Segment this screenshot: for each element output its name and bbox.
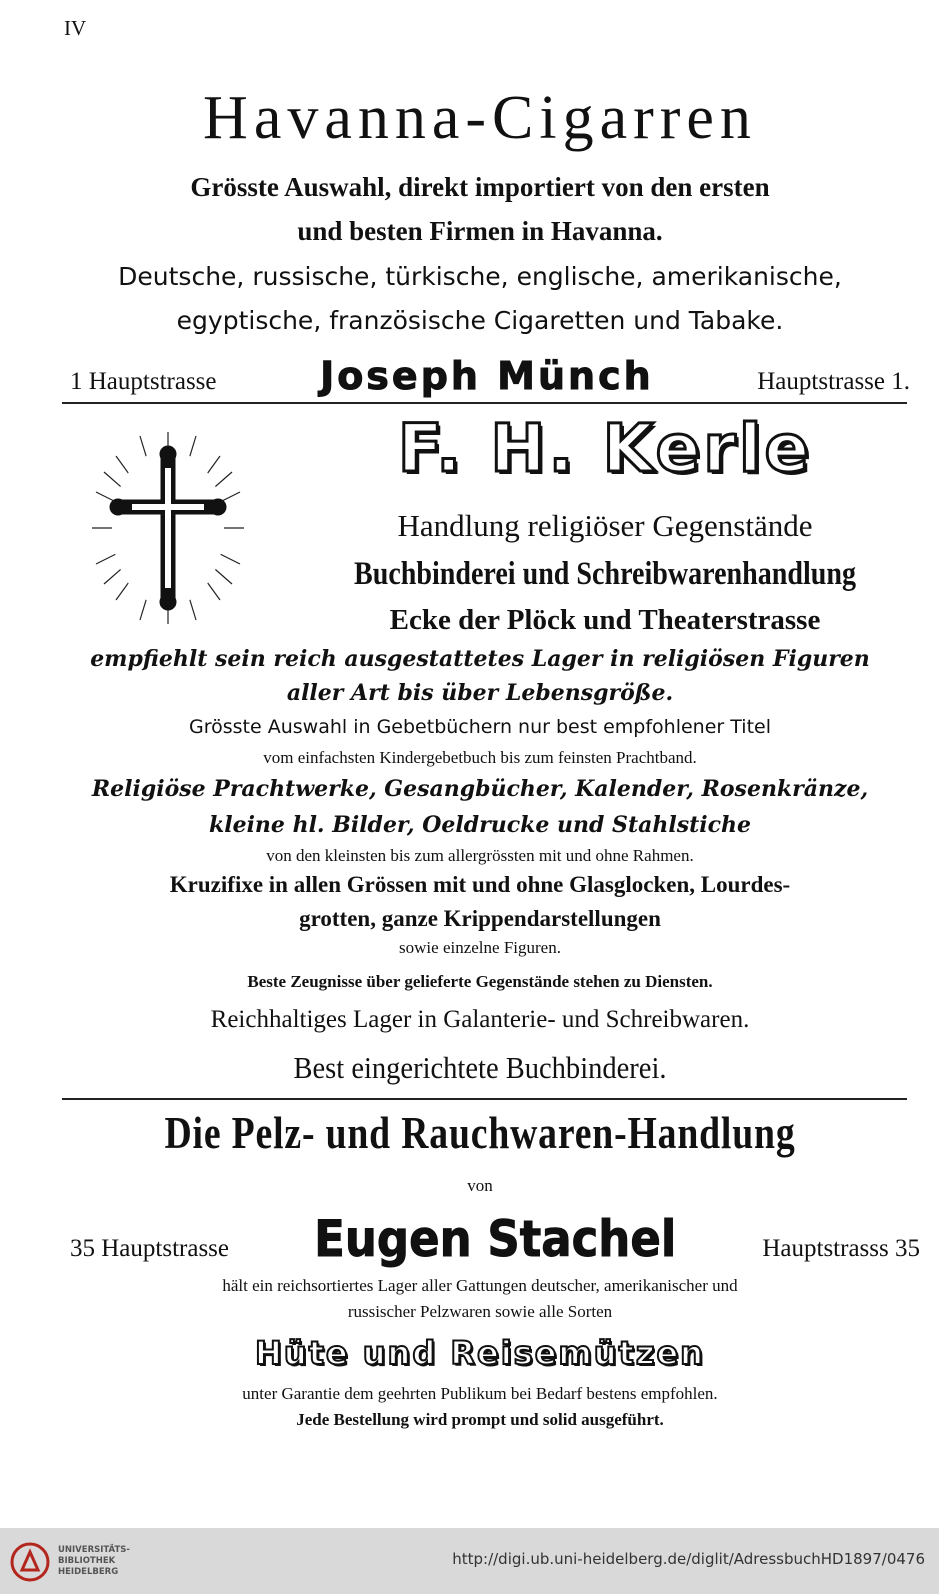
kerle-line-8: Religiöse Prachtwerke, Gesangbücher, Kalender, Rosenkränze, bbox=[91, 776, 869, 802]
kerle-line-2: Buchbinderei und Schreibwarenhandlung bbox=[354, 556, 856, 592]
kerle-line-1: Handlung religiöser Gegenstände bbox=[397, 508, 813, 543]
stachel-address-row bbox=[70, 1210, 920, 1268]
footer-bar bbox=[0, 1528, 939, 1594]
logo-line: BIBLIOTHEK bbox=[58, 1556, 116, 1566]
logo-line: UNIVERSITÄTS- bbox=[58, 1545, 130, 1555]
source-url-link[interactable]: http://digi.ub.uni-heidelberg.de/diglit/AdressbuchHD1897/0476 bbox=[452, 1550, 925, 1568]
kerle-line-9: kleine hl. Bilder, Oeldrucke und Stahlstiche bbox=[208, 812, 752, 838]
logo-line: HEIDELBERG bbox=[58, 1567, 119, 1577]
kerle-line-11: Kruzifixe in allen Grössen mit und ohne Glasglocken, Lourdes- bbox=[169, 872, 791, 897]
havanna-line-1: Grösste Auswahl, direkt importiert von den ersten bbox=[190, 172, 770, 202]
havanna-line-4: egyptische, französische Cigaretten und Tabake. bbox=[176, 306, 784, 335]
stachel-line-1: hält ein reichsortiertes Lager aller Gattungen deutscher, amerikanischer und bbox=[222, 1276, 738, 1295]
crucifix-icon bbox=[88, 428, 248, 628]
stachel-line-5: Jede Bestellung wird prompt und solid ausgeführt. bbox=[296, 1410, 664, 1429]
kerle-line-13: sowie einzelne Figuren. bbox=[399, 938, 561, 957]
munch-address-right: Hauptstrasse 1. bbox=[757, 368, 910, 395]
havanna-line-2: und besten Firmen in Havanna. bbox=[297, 216, 663, 246]
kerle-line-16: Best eingerichtete Buchbinderei. bbox=[293, 1050, 667, 1085]
university-library-logo-text bbox=[58, 1545, 130, 1578]
divider-1 bbox=[62, 402, 907, 404]
kerle-line-12: grotten, ganze Krippendarstellungen bbox=[299, 906, 661, 931]
divider-2 bbox=[62, 1098, 907, 1100]
kerle-line-5: aller Art bis über Lebensgröße. bbox=[286, 680, 674, 706]
kerle-firm-name: F. H. Kerle bbox=[397, 410, 813, 487]
kerle-line-6: Grösste Auswahl in Gebetbüchern nur best empfohlener Titel bbox=[189, 716, 771, 738]
university-seal-icon bbox=[10, 1542, 50, 1582]
stachel-line-4: unter Garantie dem geehrten Publikum bei Bedarf bestens empfohlen. bbox=[242, 1384, 718, 1403]
page-number: IV bbox=[64, 16, 87, 40]
stachel-address-right: Hauptstrasss 35 bbox=[762, 1235, 920, 1262]
pelz-title: Die Pelz- und Rauchwaren-Handlung bbox=[164, 1107, 796, 1158]
stachel-address-left: 35 Hauptstrasse bbox=[70, 1235, 229, 1262]
kerle-line-3: Ecke der Plöck und Theaterstrasse bbox=[389, 604, 821, 636]
stachel-line-3: Hüte und Reisemützen bbox=[255, 1334, 705, 1372]
kerle-line-7: vom einfachsten Kindergebetbuch bis zum feinsten Prachtband. bbox=[263, 748, 697, 767]
munch-firm-name: Joseph Münch bbox=[320, 354, 654, 398]
kerle-line-15: Reichhaltiges Lager in Galanterie- und Schreibwaren. bbox=[210, 1006, 750, 1033]
kerle-line-10: von den kleinsten bis zum allergrössten mit und ohne Rahmen. bbox=[266, 846, 694, 865]
kerle-line-14: Beste Zeugnisse über gelieferte Gegenstände stehen zu Diensten. bbox=[247, 972, 713, 991]
munch-address-left: 1 Hauptstrasse bbox=[70, 368, 217, 395]
pelz-von: von bbox=[467, 1176, 493, 1195]
kerle-line-4: empfiehlt sein reich ausgestattetes Lager in religiösen Figuren bbox=[90, 646, 870, 672]
munch-address-row bbox=[70, 354, 910, 398]
stachel-line-2: russischer Pelzwaren sowie alle Sorten bbox=[347, 1302, 613, 1321]
havanna-title: Havanna-Cigarren bbox=[203, 84, 757, 152]
stachel-firm-name: Eugen Stachel bbox=[314, 1210, 677, 1268]
havanna-line-3: Deutsche, russische, türkische, englische, amerikanische, bbox=[118, 262, 842, 291]
